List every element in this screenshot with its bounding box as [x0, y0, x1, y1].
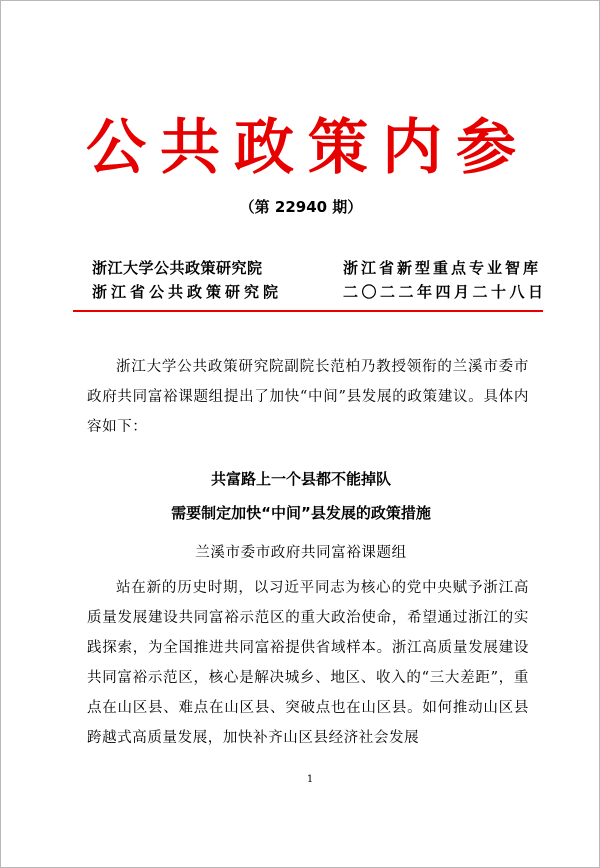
- article-headline-line1: 共富路上一个县都不能掉队: [210, 470, 391, 488]
- article-byline: 兰溪市委市政府共同富裕课题组: [195, 545, 407, 561]
- page-number: 1: [306, 774, 314, 785]
- org-left-line1: 浙江大学公共政策研究院: [92, 259, 263, 277]
- article-body: [87, 573, 529, 753]
- intro-section: [87, 352, 529, 442]
- intro-paragraph: 浙江大学公共政策研究院副院长范柏乃教授领衔的兰溪市委市政府共同富裕课题组提出了加快“中间”县发展的政策建议。具体内容如下：: [87, 359, 529, 435]
- masthead-title: 公共政策内参: [86, 113, 530, 183]
- article-paragraph: 站在新的历史时期，以习近平同志为核心的党中央赋予浙江高质量发展建设共同富裕示范区的重大政治使命，希望通过浙江的实践探索，为全国推进共同富裕提供省域样本。浙江高质量发展建设共同富裕示范区，核心是解决城乡、地区、收入的“三大差距”，重点在山区县、难点在山区县、突破点也在山区县。如何推动山区县跨越式高质量发展，加快补齐山区县经济社会发展: [87, 580, 529, 746]
- article-headline-line2: 需要制定加快“中间”县发展的政策措施: [171, 504, 431, 522]
- org-right-line1: 浙江省新型重点专业智库: [343, 259, 542, 277]
- issue-date: 二〇二二年四月二十八日: [343, 283, 547, 301]
- issue-number: （第 22940 期）: [239, 198, 363, 216]
- header-divider: [73, 310, 543, 312]
- org-left-line2: 浙江省公共政策研究院: [92, 283, 283, 301]
